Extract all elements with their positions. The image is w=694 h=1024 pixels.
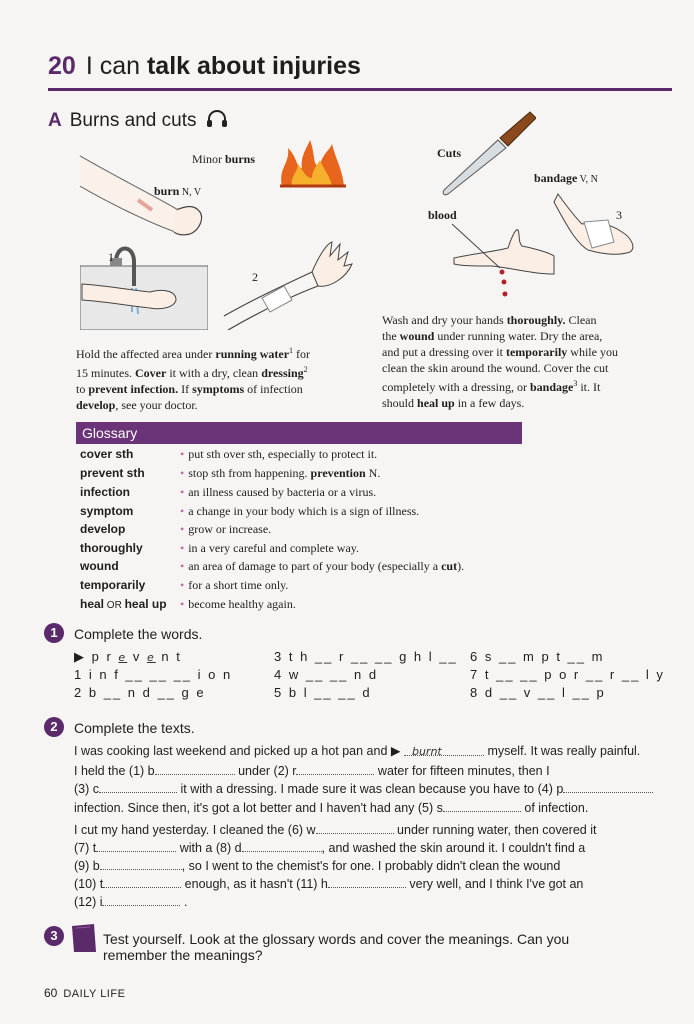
bullet-icon: • bbox=[180, 447, 185, 461]
rt: and put a dressing over it bbox=[382, 345, 506, 359]
item-word: t h __ r __ __ g h l __ bbox=[288, 649, 458, 664]
tx: , and washed the skin around it. I couldn't find a bbox=[321, 841, 586, 855]
unit-title bbox=[48, 52, 361, 81]
answer-blank[interactable] bbox=[99, 778, 177, 793]
glossary-definition bbox=[180, 522, 271, 537]
lt: prevent infection. bbox=[88, 382, 179, 396]
lt: symptoms bbox=[192, 382, 245, 396]
tx: . bbox=[180, 895, 188, 909]
item-word: b l __ __ d bbox=[288, 685, 372, 700]
lt: Cover bbox=[135, 366, 167, 380]
tx: under (2) r bbox=[234, 764, 297, 778]
lt: dressing bbox=[261, 366, 304, 380]
glossary-definition bbox=[180, 466, 380, 481]
text-1-line bbox=[74, 741, 674, 761]
answer-blank[interactable] bbox=[563, 778, 653, 793]
def-text: an area of damage to part of your body (especially a bbox=[188, 559, 442, 573]
glossary-term bbox=[80, 597, 167, 611]
glossary-definition bbox=[180, 559, 464, 574]
rt: 3 bbox=[573, 379, 578, 388]
bandage-text: bandage bbox=[534, 171, 578, 185]
glossary-term: symptom bbox=[80, 504, 134, 518]
tx: infection. Since then, it's got a lot better and I haven't had any (5) s bbox=[74, 801, 443, 815]
item-word: b __ n d __ g e bbox=[88, 685, 206, 700]
item-number: 5 bbox=[274, 685, 284, 700]
minor-text: Minor bbox=[192, 152, 225, 166]
answer-blank[interactable] bbox=[102, 891, 180, 906]
item-word: w __ __ n d bbox=[288, 667, 379, 682]
glossary-definition bbox=[180, 541, 359, 556]
bandaged-hand-illustration bbox=[552, 192, 638, 258]
lt: to bbox=[76, 382, 89, 396]
def-text: for a short time only. bbox=[188, 578, 289, 592]
minor-burns-label bbox=[192, 152, 255, 167]
bullet-icon: • bbox=[180, 522, 185, 536]
rt: in a few days. bbox=[454, 396, 525, 410]
lt: of infection bbox=[244, 382, 303, 396]
answer-blank[interactable] bbox=[242, 837, 322, 852]
glossary-definition bbox=[180, 447, 377, 462]
exercise-3-number: 3 bbox=[44, 926, 64, 946]
item-number: 4 bbox=[274, 667, 284, 682]
exercise-2-number: 2 bbox=[44, 717, 64, 737]
glossary-definition bbox=[180, 504, 419, 519]
tx: with a (8) d bbox=[176, 841, 242, 855]
dressed-arm-illustration bbox=[222, 238, 354, 330]
section-title: Burns and cuts bbox=[69, 110, 197, 131]
item-word: t __ __ p o r __ r __ l y bbox=[484, 667, 665, 682]
burn-pos: N, V bbox=[179, 187, 202, 198]
rt: under running water. Dry the area, bbox=[434, 329, 603, 343]
answer-blank[interactable] bbox=[103, 873, 181, 888]
tx: water for fifteen minutes, then I bbox=[374, 764, 550, 778]
tx: of infection. bbox=[520, 801, 589, 815]
rt: Wash and dry your hands bbox=[382, 313, 507, 327]
tx: , so I went to the chemist's for one. I probably didn't clean the wound bbox=[181, 859, 561, 873]
lt: running water bbox=[215, 347, 290, 361]
glossary-term: cover sth bbox=[80, 447, 134, 461]
page-number: 60 bbox=[44, 986, 58, 1000]
rt: while you bbox=[567, 345, 618, 359]
step-3-label: 3 bbox=[616, 208, 622, 222]
lt: 2 bbox=[303, 365, 308, 374]
ex-text: p r bbox=[91, 649, 113, 664]
answer-blank[interactable] bbox=[100, 855, 182, 870]
handwritten-answer: burnt bbox=[411, 745, 442, 758]
glossary-term: infection bbox=[80, 485, 130, 499]
glossary-term: temporarily bbox=[80, 578, 146, 592]
blood-pointer-line bbox=[450, 222, 510, 272]
word-item[interactable] bbox=[274, 685, 372, 700]
def-text: put sth over sth, especially to protect it. bbox=[188, 447, 378, 461]
page-footer bbox=[44, 986, 125, 1000]
running-water-illustration bbox=[80, 242, 208, 330]
tx: I was cooking last weekend and picked up a hot pan and ▶ bbox=[74, 744, 404, 758]
answer-blank[interactable] bbox=[443, 797, 521, 812]
tx: under running water, then covered it bbox=[393, 823, 597, 837]
answer-blank[interactable] bbox=[296, 760, 374, 775]
item-word: s __ m p t __ m bbox=[484, 649, 605, 664]
exercise-1-example bbox=[74, 649, 182, 665]
rt: should bbox=[382, 396, 418, 410]
word-item[interactable] bbox=[274, 667, 378, 682]
unit-number: 20 bbox=[48, 52, 76, 80]
exercise-1-title: Complete the words. bbox=[74, 626, 203, 642]
glossary-definition bbox=[180, 485, 376, 500]
fire-illustration bbox=[278, 138, 348, 190]
handwritten-answer: e bbox=[118, 651, 128, 664]
word-item[interactable] bbox=[470, 649, 604, 664]
word-item[interactable] bbox=[274, 649, 458, 664]
def-text: stop sth from happening. bbox=[188, 466, 311, 480]
answer-blank[interactable] bbox=[328, 873, 406, 888]
glossary-term: thoroughly bbox=[80, 541, 143, 555]
burn-text: burn bbox=[154, 184, 180, 198]
cuts-instructions bbox=[382, 312, 674, 411]
lt: 15 minutes. bbox=[76, 366, 135, 380]
tx: (3) c bbox=[74, 782, 99, 796]
exercise-3-line-1: Test yourself. Look at the glossary words and cover the meanings. Can you bbox=[103, 931, 570, 947]
bullet-icon: • bbox=[180, 578, 185, 592]
glossary-term: wound bbox=[80, 559, 119, 573]
term-text: heal up bbox=[124, 597, 167, 611]
rt: clean the skin around the wound. Cover the cut bbox=[382, 361, 609, 375]
word-item[interactable] bbox=[470, 667, 665, 682]
lt: for bbox=[293, 347, 311, 361]
bullet-icon: • bbox=[180, 485, 185, 499]
item-word: i n f __ __ __ i o n bbox=[88, 667, 233, 682]
tx: I cut my hand yesterday. I cleaned the (6) w bbox=[74, 823, 316, 837]
glossary-definition bbox=[180, 597, 296, 612]
rt: temporarily bbox=[505, 345, 568, 359]
tx: it with a dressing. I made sure it was clean because you have to (4) p bbox=[177, 782, 564, 796]
bullet-icon: • bbox=[180, 597, 185, 611]
def-text: cut bbox=[441, 559, 458, 573]
title-rule bbox=[48, 88, 672, 91]
tx: very well, and I think I've got an bbox=[405, 877, 584, 891]
def-text: a change in your body which is a sign of illness. bbox=[188, 504, 420, 518]
play-icon: ▶ bbox=[74, 649, 86, 664]
text-1-line bbox=[74, 778, 674, 799]
section-letter: A bbox=[48, 110, 62, 131]
def-text: N. bbox=[365, 466, 381, 480]
def-text: an illness caused by bacteria or a virus. bbox=[188, 485, 377, 499]
item-number: 8 bbox=[470, 685, 480, 700]
section-a-heading bbox=[48, 110, 228, 132]
bullet-icon: • bbox=[180, 466, 185, 480]
rt: heal up bbox=[417, 396, 455, 410]
lt: Hold the affected area under bbox=[76, 347, 216, 361]
step-1-label: 1 bbox=[108, 250, 114, 264]
item-number: 3 bbox=[274, 649, 284, 664]
rt: it. It bbox=[577, 380, 601, 394]
glossary-header: Glossary bbox=[76, 422, 522, 444]
rt: bandage bbox=[529, 380, 574, 394]
item-word: d __ v __ l __ p bbox=[484, 685, 606, 700]
bullet-icon: • bbox=[180, 504, 185, 518]
glossary-definition bbox=[180, 578, 288, 593]
def-text: grow or increase. bbox=[188, 522, 272, 536]
item-number: 2 bbox=[74, 685, 84, 700]
bullet-icon: • bbox=[180, 559, 185, 573]
def-text: ). bbox=[457, 559, 465, 573]
headphones-icon[interactable] bbox=[206, 110, 228, 128]
exercise-2-title: Complete the texts. bbox=[74, 720, 195, 736]
word-item[interactable] bbox=[470, 685, 606, 700]
tx: (7) t bbox=[74, 841, 97, 855]
lt: If bbox=[178, 382, 193, 396]
glossary-term: develop bbox=[80, 522, 126, 536]
tx: enough, as it hasn't (11) h bbox=[181, 877, 328, 891]
answer-blank[interactable] bbox=[316, 819, 394, 834]
ex-text: n t bbox=[161, 649, 182, 664]
lt: , see your doctor. bbox=[115, 398, 198, 412]
exercise-1-number: 1 bbox=[44, 623, 64, 643]
notebook-icon bbox=[70, 922, 98, 954]
exercise-3-line-2: remember the meanings? bbox=[103, 947, 263, 963]
def-text: in a very careful and complete way. bbox=[188, 541, 360, 555]
tx: (9) b bbox=[74, 859, 100, 873]
step-2-label: 2 bbox=[252, 270, 258, 284]
item-number: 6 bbox=[470, 649, 480, 664]
handwritten-answer: e bbox=[146, 651, 156, 664]
tx: myself. It was really painful. bbox=[483, 744, 641, 758]
def-text: become healthy again. bbox=[188, 597, 296, 611]
rt: wound bbox=[399, 329, 435, 343]
rt: thoroughly. bbox=[506, 313, 566, 327]
tx: I held the (1) b bbox=[74, 764, 155, 778]
burn-label bbox=[154, 184, 201, 199]
item-number: 7 bbox=[470, 667, 480, 682]
rt: the bbox=[382, 329, 400, 343]
term-or: OR bbox=[104, 600, 125, 611]
word-item[interactable] bbox=[74, 685, 206, 700]
lt: develop bbox=[76, 398, 116, 412]
word-item[interactable] bbox=[74, 667, 232, 682]
tx: (10) t bbox=[74, 877, 104, 891]
answer-blank[interactable] bbox=[96, 837, 176, 852]
bullet-icon: • bbox=[180, 541, 185, 555]
rt: Clean bbox=[565, 313, 597, 327]
answer-blank[interactable] bbox=[404, 741, 484, 756]
lt: 1 bbox=[289, 346, 294, 355]
cuts-label: Cuts bbox=[437, 146, 462, 160]
ex-text: v bbox=[132, 649, 142, 664]
burns-instructions bbox=[76, 343, 366, 413]
rt: completely with a dressing, or bbox=[382, 380, 530, 394]
lt: it with a dry, clean bbox=[166, 366, 262, 380]
item-number: 1 bbox=[74, 667, 84, 682]
burns-text: burns bbox=[225, 152, 256, 166]
answer-blank[interactable] bbox=[155, 760, 235, 775]
term-text: heal bbox=[80, 597, 105, 611]
bandage-pos: V, N bbox=[577, 174, 598, 185]
text-2-line bbox=[74, 891, 674, 912]
blood-label: blood bbox=[428, 208, 457, 222]
glossary-term: prevent sth bbox=[80, 466, 145, 480]
text-1-line bbox=[74, 797, 674, 818]
bandage-label bbox=[534, 171, 598, 186]
section-name: DAILY LIFE bbox=[63, 988, 126, 1000]
def-text: prevention bbox=[310, 466, 366, 480]
tx: (12) i bbox=[74, 895, 103, 909]
unit-title-bold: talk about injuries bbox=[146, 52, 361, 80]
unit-title-plain: I can bbox=[85, 52, 147, 80]
